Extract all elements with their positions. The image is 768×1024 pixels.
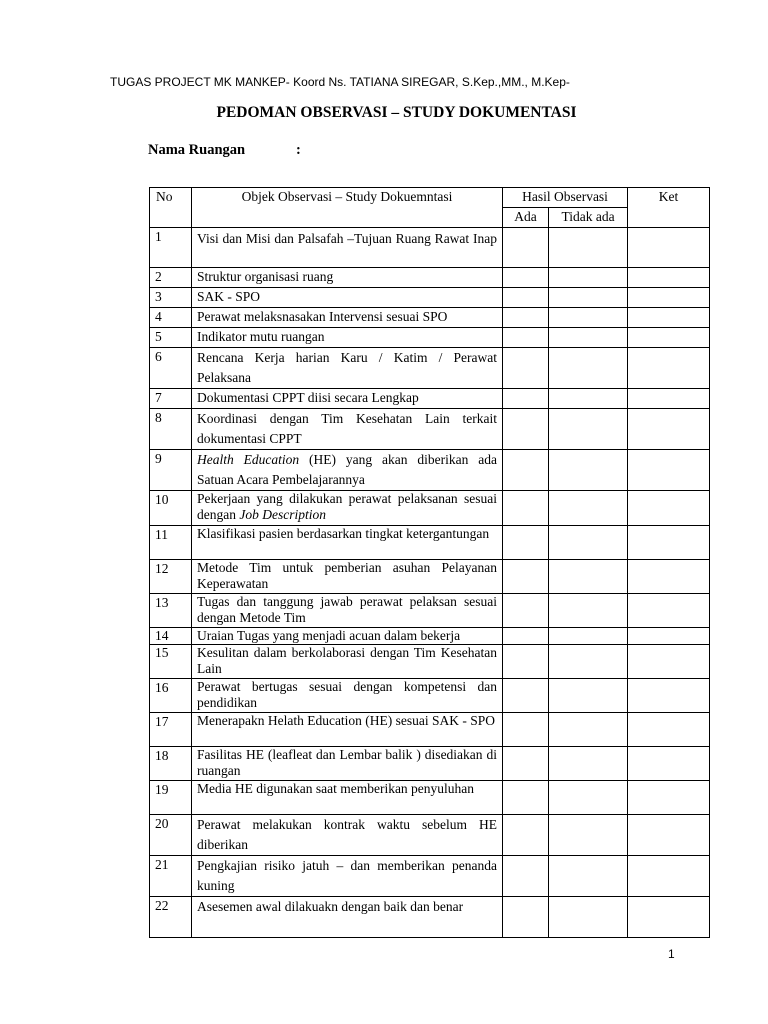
cell-ket[interactable] [628, 781, 710, 815]
row-number: 1 [150, 228, 192, 268]
cell-tidak-ada[interactable] [549, 856, 628, 897]
cell-ket[interactable] [628, 288, 710, 308]
cell-ada[interactable] [503, 645, 549, 679]
cell-ket[interactable] [628, 815, 710, 856]
cell-ada[interactable] [503, 713, 549, 747]
row-objective: Metode Tim untuk pemberian asuhan Pelayanan Keperawatan [192, 560, 503, 594]
header-tidak-ada: Tidak ada [549, 208, 628, 228]
cell-tidak-ada[interactable] [549, 491, 628, 526]
row-number: 15 [150, 645, 192, 679]
row-objective: Menerapakn Helath Education (HE) sesuai SAK - SPO [192, 713, 503, 747]
header-result: Hasil Observasi [503, 188, 628, 208]
cell-ada[interactable] [503, 228, 549, 268]
cell-tidak-ada[interactable] [549, 560, 628, 594]
row-number: 18 [150, 747, 192, 781]
observation-table [149, 187, 710, 938]
row-objective: SAK - SPO [192, 288, 503, 308]
row-number: 11 [150, 526, 192, 560]
cell-ket[interactable] [628, 268, 710, 288]
italic-term: Job Description [239, 507, 326, 522]
cell-tidak-ada[interactable] [549, 713, 628, 747]
row-objective: Rencana Kerja harian Karu / Katim / Perawat Pelaksana [192, 348, 503, 389]
cell-ket[interactable] [628, 450, 710, 491]
row-number: 17 [150, 713, 192, 747]
header-ket: Ket [628, 188, 710, 228]
row-number: 3 [150, 288, 192, 308]
row-objective: Perawat melaksnasakan Intervensi sesuai SPO [192, 308, 503, 328]
header-no: No [150, 188, 192, 228]
row-objective-text: (HE) yang akan diberikan ada Satuan Acara Pembelajarannya [197, 452, 497, 487]
row-objective: Perawat bertugas sesuai dengan kompetensi dan pendidikan [192, 679, 503, 713]
cell-ada[interactable] [503, 897, 549, 938]
cell-tidak-ada[interactable] [549, 268, 628, 288]
row-objective: Visi dan Misi dan Palsafah –Tujuan Ruang Rawat Inap [192, 228, 503, 268]
row-objective [192, 491, 503, 526]
row-number: 14 [150, 628, 192, 645]
cell-ket[interactable] [628, 409, 710, 450]
cell-ada[interactable] [503, 560, 549, 594]
row-objective: Struktur organisasi ruang [192, 268, 503, 288]
cell-ket[interactable] [628, 328, 710, 348]
cell-ket[interactable] [628, 628, 710, 645]
header-object: Objek Observasi – Study Dokuemntasi [192, 188, 503, 228]
cell-tidak-ada[interactable] [549, 450, 628, 491]
cell-ada[interactable] [503, 628, 549, 645]
room-colon: : [296, 142, 301, 158]
cell-ada[interactable] [503, 308, 549, 328]
row-number: 2 [150, 268, 192, 288]
italic-term: Health Education [197, 452, 300, 467]
cell-tidak-ada[interactable] [549, 389, 628, 409]
cell-ket[interactable] [628, 348, 710, 389]
cell-ada[interactable] [503, 348, 549, 389]
cell-tidak-ada[interactable] [549, 897, 628, 938]
row-objective: Uraian Tugas yang menjadi acuan dalam bekerja [192, 628, 503, 645]
row-number: 19 [150, 781, 192, 815]
row-objective [192, 450, 503, 491]
row-objective: Media HE digunakan saat memberikan penyuluhan [192, 781, 503, 815]
page-number: 1 [668, 947, 675, 961]
row-number: 5 [150, 328, 192, 348]
row-objective: Dokumentasi CPPT diisi secara Lengkap [192, 389, 503, 409]
cell-ket[interactable] [628, 526, 710, 560]
cell-tidak-ada[interactable] [549, 815, 628, 856]
cell-ket[interactable] [628, 679, 710, 713]
cell-tidak-ada[interactable] [549, 228, 628, 268]
row-number: 13 [150, 594, 192, 628]
row-number: 4 [150, 308, 192, 328]
document-header: TUGAS PROJECT MK MANKEP- Koord Ns. TATIANA SIREGAR, S.Kep.,MM., M.Kep- [110, 75, 570, 89]
row-objective: Koordinasi dengan Tim Kesehatan Lain terkait dokumentasi CPPT [192, 409, 503, 450]
cell-tidak-ada[interactable] [549, 679, 628, 713]
cell-ket[interactable] [628, 645, 710, 679]
cell-tidak-ada[interactable] [549, 747, 628, 781]
row-number: 6 [150, 348, 192, 389]
cell-tidak-ada[interactable] [549, 409, 628, 450]
cell-ada[interactable] [503, 747, 549, 781]
cell-tidak-ada[interactable] [549, 328, 628, 348]
row-number: 12 [150, 560, 192, 594]
cell-ket[interactable] [628, 897, 710, 938]
cell-ada[interactable] [503, 328, 549, 348]
cell-ada[interactable] [503, 409, 549, 450]
row-number: 10 [150, 491, 192, 526]
row-number: 7 [150, 389, 192, 409]
cell-ket[interactable] [628, 308, 710, 328]
row-number: 20 [150, 815, 192, 856]
cell-ada[interactable] [503, 450, 549, 491]
cell-tidak-ada[interactable] [549, 348, 628, 389]
cell-tidak-ada[interactable] [549, 526, 628, 560]
row-objective: Pengkajian risiko jatuh – dan memberikan penanda kuning [192, 856, 503, 897]
cell-ada[interactable] [503, 389, 549, 409]
cell-ada[interactable] [503, 288, 549, 308]
row-objective: Klasifikasi pasien berdasarkan tingkat ketergantungan [192, 526, 503, 560]
cell-ada[interactable] [503, 679, 549, 713]
row-objective: Kesulitan dalam berkolaborasi dengan Tim Kesehatan Lain [192, 645, 503, 679]
row-objective: Fasilitas HE (leafleat dan Lembar balik ) disediakan di ruangan [192, 747, 503, 781]
row-number: 22 [150, 897, 192, 938]
cell-tidak-ada[interactable] [549, 308, 628, 328]
cell-tidak-ada[interactable] [549, 645, 628, 679]
cell-ada[interactable] [503, 268, 549, 288]
cell-ket[interactable] [628, 594, 710, 628]
cell-ket[interactable] [628, 228, 710, 268]
header-ada: Ada [503, 208, 549, 228]
cell-ada[interactable] [503, 491, 549, 526]
cell-ket[interactable] [628, 856, 710, 897]
cell-ada[interactable] [503, 781, 549, 815]
cell-ada[interactable] [503, 594, 549, 628]
cell-ket[interactable] [628, 560, 710, 594]
cell-tidak-ada[interactable] [549, 628, 628, 645]
cell-tidak-ada[interactable] [549, 288, 628, 308]
row-number: 8 [150, 409, 192, 450]
row-number: 21 [150, 856, 192, 897]
cell-ada[interactable] [503, 526, 549, 560]
row-objective: Asesemen awal dilakuakn dengan baik dan benar [192, 897, 503, 938]
cell-ket[interactable] [628, 713, 710, 747]
room-field [148, 142, 301, 159]
room-label: Nama Ruangan [148, 142, 246, 158]
row-objective: Perawat melakukan kontrak waktu sebelum HE diberikan [192, 815, 503, 856]
cell-tidak-ada[interactable] [549, 594, 628, 628]
cell-tidak-ada[interactable] [549, 781, 628, 815]
cell-ada[interactable] [503, 856, 549, 897]
row-objective: Indikator mutu ruangan [192, 328, 503, 348]
row-objective-text: Pekerjaan yang dilakukan perawat pelaksanan sesuai dengan [197, 491, 497, 522]
row-objective: Tugas dan tanggung jawab perawat pelaksan sesuai dengan Metode Tim [192, 594, 503, 628]
cell-ket[interactable] [628, 747, 710, 781]
cell-ket[interactable] [628, 491, 710, 526]
row-number: 16 [150, 679, 192, 713]
cell-ket[interactable] [628, 389, 710, 409]
document-title: PEDOMAN OBSERVASI – STUDY DOKUMENTASI [216, 104, 577, 121]
cell-ada[interactable] [503, 815, 549, 856]
row-number: 9 [150, 450, 192, 491]
